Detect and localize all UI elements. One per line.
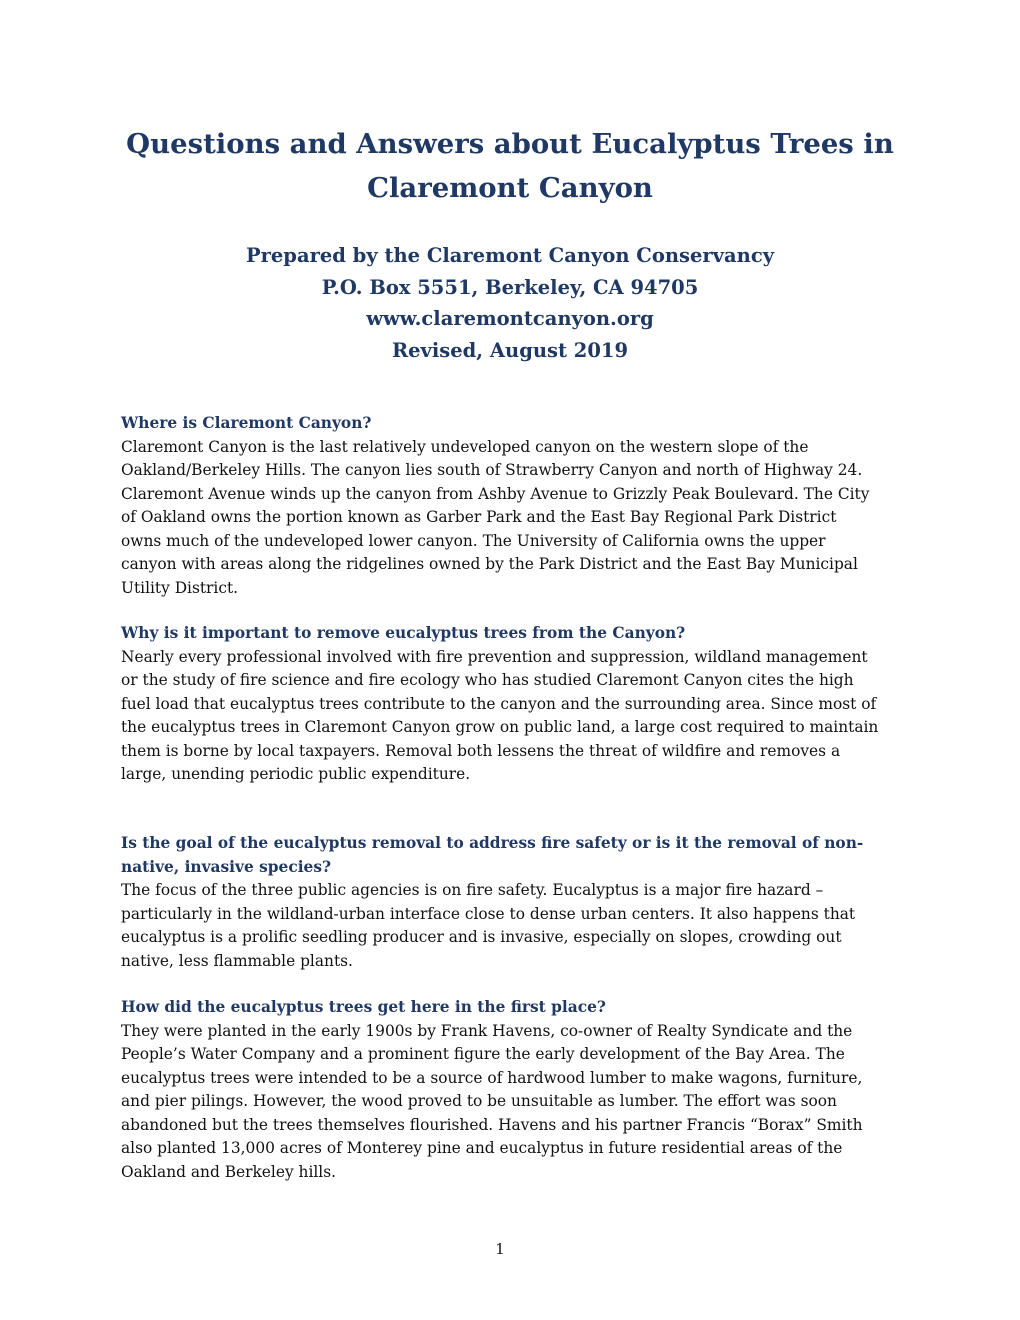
question-heading: Where is Claremont Canyon? [121, 414, 372, 432]
answer-paragraph: Nearly every professional involved with fire prevention and suppression, wildland management or the study of fire science and fire ecology who has studied Claremont Canyon cites the high fuel load that eucalyptus trees contribute to the canyon and the surrounding area. Since most of the eucalyptus trees in Claremont Canyon grow on public land, a large cost required to maintain them is borne by local taxpayers. Removal both lessens the threat of wildfire and removes a large, unending periodic public expenditure. [121, 647, 879, 783]
subtitle-website: www.claremontcanyon.org [366, 307, 654, 330]
answer-paragraph: They were planted in the early 1900s by Frank Havens, co-owner of Realty Syndicate and the People’s Water Company and a prominent figure the early development of the Bay Area. The eucalyptus trees were intended to be a source of hardwood lumber to make wagons, furniture, and pier pilings. However, the wood proved to be unsuitable as lumber. The effort was soon abandoned but the trees themselves flourished. Havens and his partner Francis “Borax” Smith also planted 13,000 acres of Monterey pine and eucalyptus in future residential areas of the Oakland and Berkeley hills. [121, 1021, 863, 1181]
question-heading: How did the eucalyptus trees get here in the first place? [121, 998, 606, 1016]
page-number: 1 [495, 1240, 505, 1258]
qa-section-where-is-canyon [121, 412, 881, 600]
qa-section-goal-of-removal [121, 832, 881, 973]
question-heading: Why is it important to remove eucalyptus trees from the Canyon? [121, 624, 686, 642]
answer-paragraph: The focus of the three public agencies is on fire safety. Eucalyptus is a major fire hazard – particularly in the wildland-urban interface close to dense urban centers. It also happens that eucalyptus is a prolific seedling producer and is invasive, especially on slopes, crowding out native, less flammable plants. [121, 881, 856, 970]
qa-section-why-remove [121, 622, 881, 787]
subtitle-address: P.O. Box 5551, Berkeley, CA 94705 [321, 275, 699, 299]
subtitle-revised-date: Revised, August 2019 [391, 338, 629, 362]
answer-paragraph: Claremont Canyon is the last relatively undeveloped canyon on the western slope of the Oakland/Berkeley Hills. The canyon lies south of Strawberry Canyon and north of Highway 24. Claremont Avenue winds up the canyon from Ashby Avenue to Grizzly Peak Boulevard. The City of Oakland owns the portion known as Garber Park and the East Bay Regional Park District owns much of the undeveloped lower canyon. The University of California owns the upper canyon with areas along the ridgelines owned by the Park District and the East Bay Municipal Utility District. [121, 437, 870, 597]
question-heading: Is the goal of the eucalyptus removal to address fire safety or is it the removal of non-native, invasive species? [121, 834, 864, 876]
document-subtitle [110, 240, 910, 366]
subtitle-prepared-by: Prepared by the Claremont Canyon Conservancy [245, 244, 775, 267]
document-title: Questions and Answers about Eucalyptus Trees in Claremont Canyon [126, 128, 894, 204]
qa-section-how-trees-arrived [121, 996, 881, 1184]
